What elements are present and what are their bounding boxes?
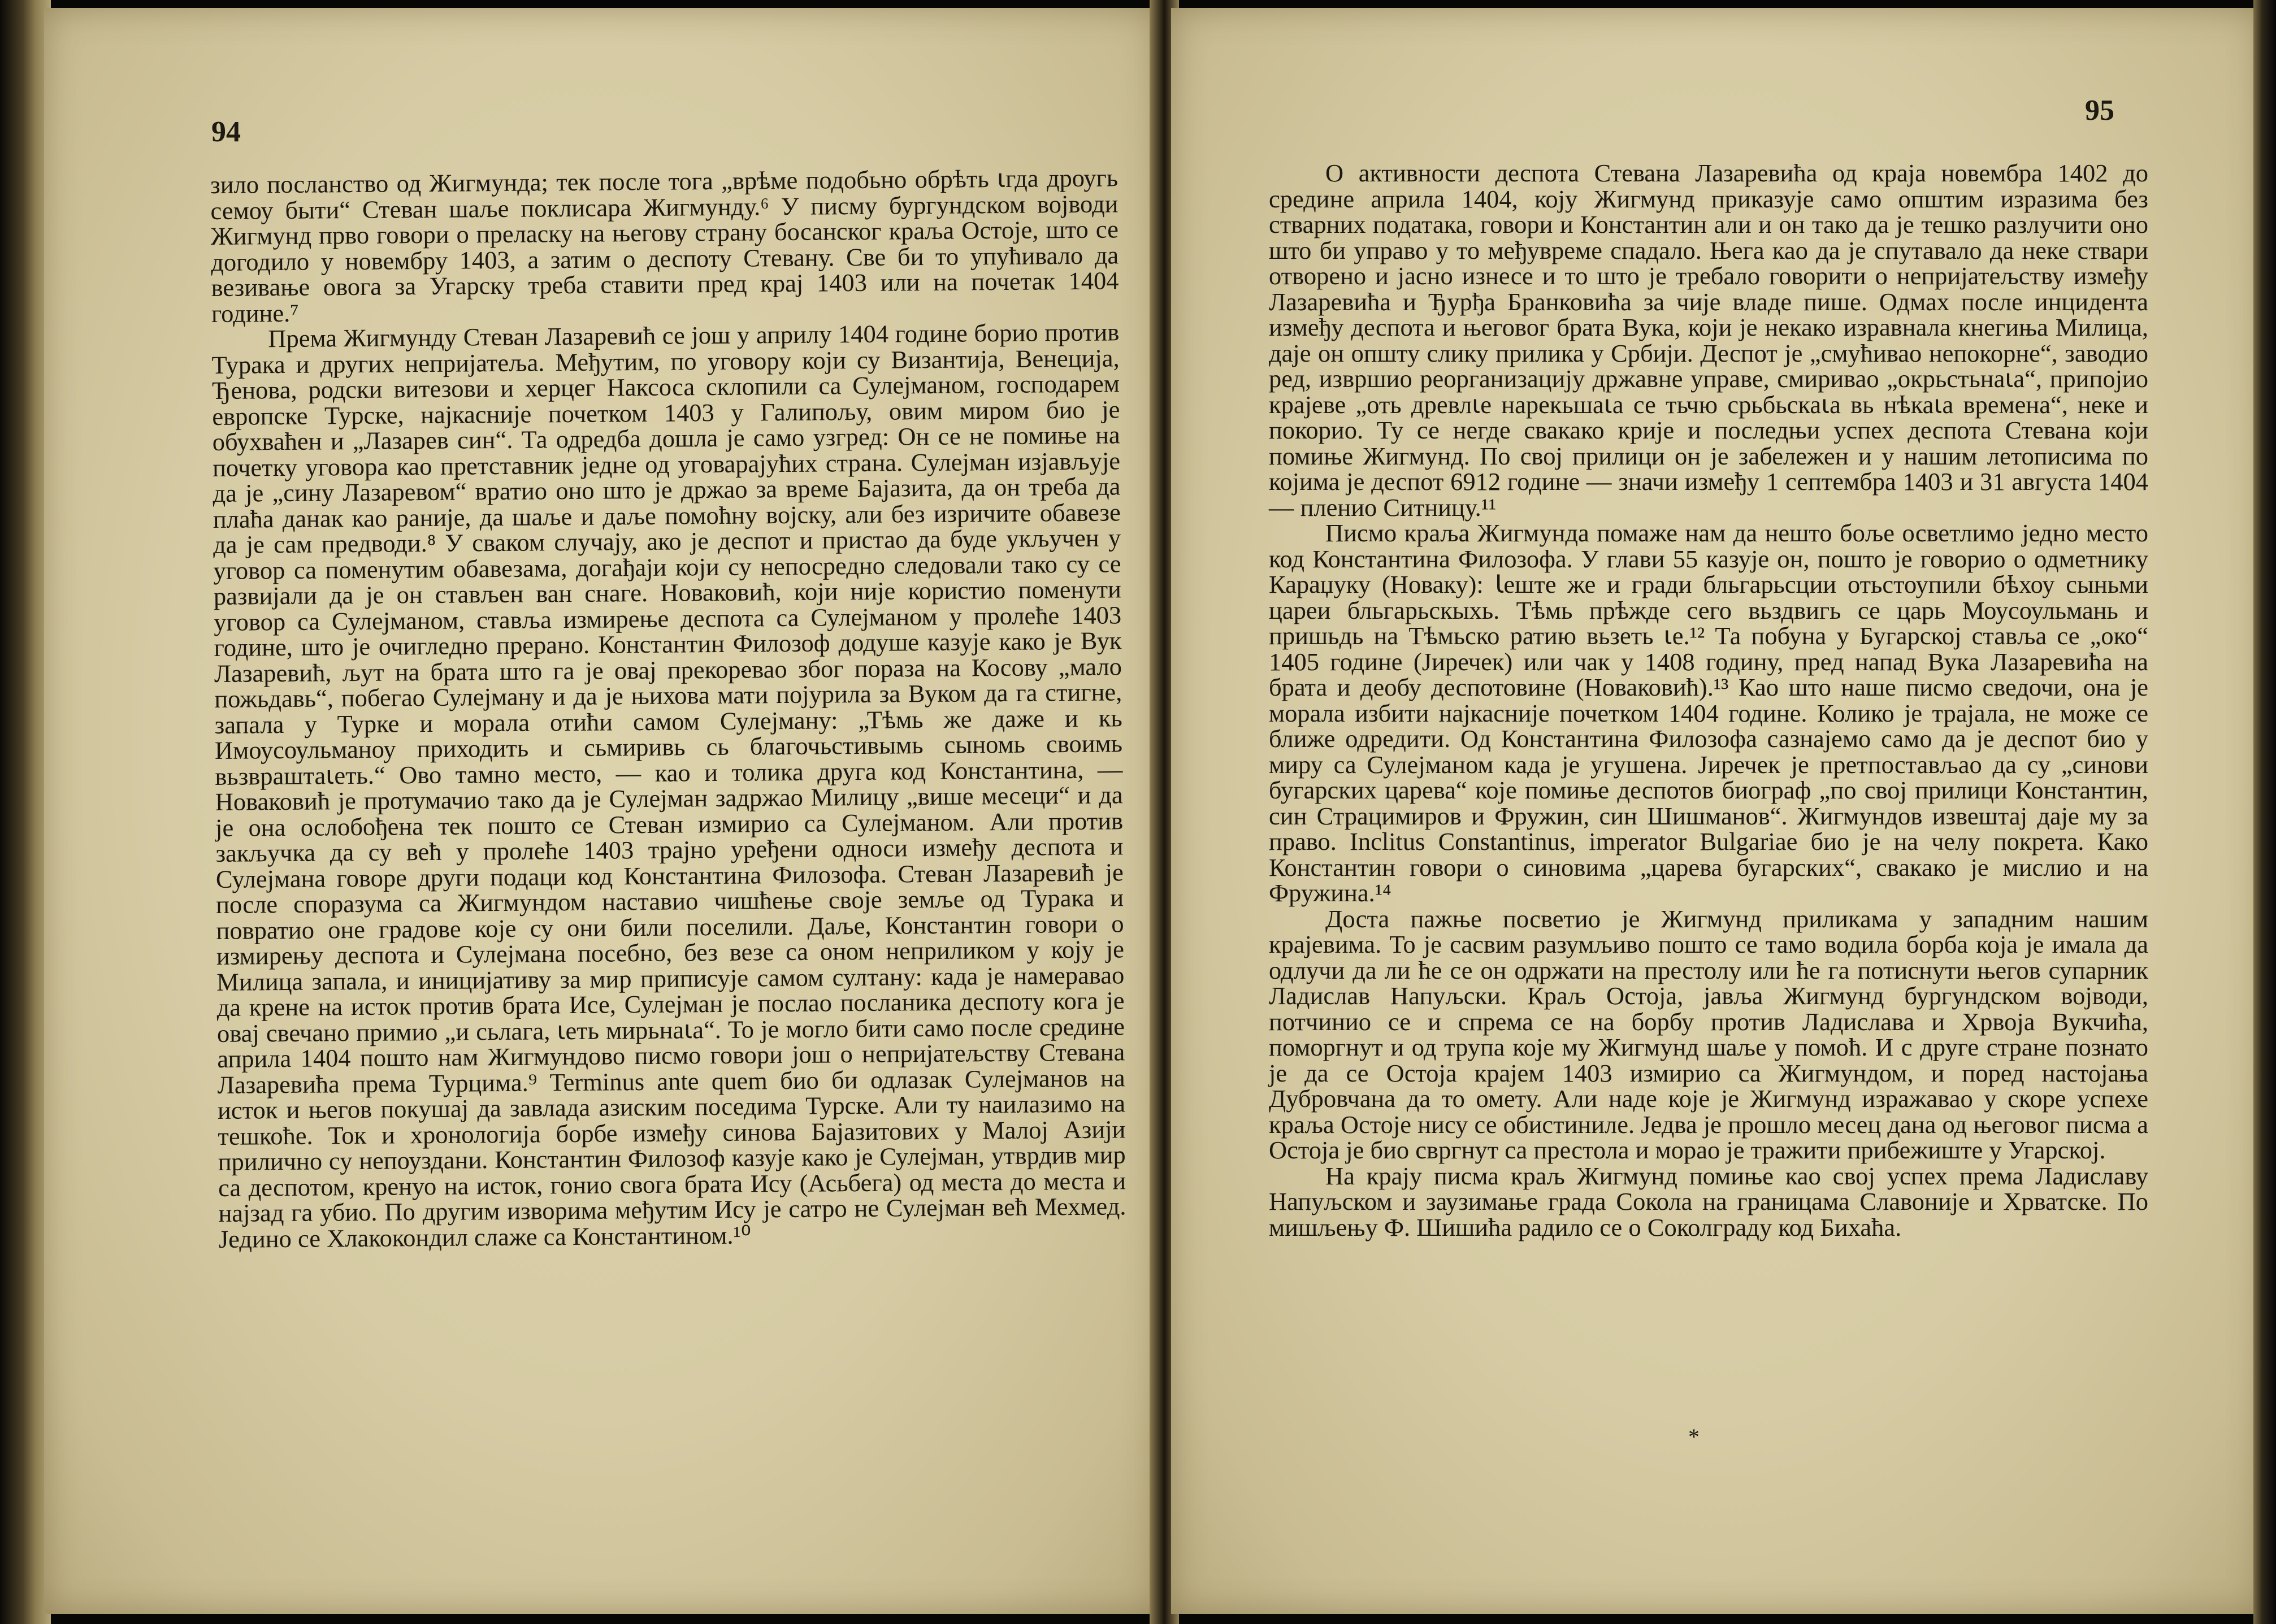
paragraph: Доста пажње посветио је Жигмунд приликама у западним нашим крајевима. То је сасвим разумљиво пошто се тамо водила борба која је имала да одлучи да ли ће се он одржати на престолу или ће га потиснути његов супарник Ладислав Напуљски. Краљ Остоја, јавља Жигмунд бургундском војводи, потчинио се и спрема се на борбу против Ладислава и Хрвоја Вукчића, поморгнут и од трупа које му Жигмунд шаље у помоћ. И с друге стране познато је да се Остоја крајем 1403 измирио са Жигмундом, и поред настојања Дубровчана да то омету. Али наде које је Жигмунд изражавао у скоре успехе краља Остоје нису се обистиниле. Једва је прошло месец дана од његовог писма а Остоја је био свргнут са престола и морао је тражити прибежиште у Угарској. [1269, 904, 2148, 1164]
paragraph: О активности деспота Стевана Лазаревића од краја новембра 1402 до средине априла 1404, коју Жигмунд приказује само општим изразима без стварних података, говори и Константин али и он тако да је тешко разлучити оно што би управо у то међувреме спадало. Њега као да је спутавало да неке ствари отворено и јасно изнесе и то што је требало говорити о непријатељству између Лазаревића и Ђурђа Бранковића за чије владе пише. Одмах после инцидента између деспота и његовог брата Вука, који је некако изравнала кнегиња Милица, даје он општу слику прилика у Србији. Деспот је „смућивао непокорне“, заводио ред, извршио реорганизацију државне управе, смиривао „окрьстьнаꙇа“, припојио крајеве „оть древлꙇе нарекьшаꙇа се тьчю срьбьскаꙇа вь нѣкаꙇа времена“, неке и покорио. Ту се негде свакако крије и последњи успех деспота Стевана који помиње Жигмунд. По свој прилици он је забележен и у нашим летописима по којима је деспот 6912 године — значи између 1 септембра 1403 и 31 августа 1404 — пленио Ситницу.¹¹ [1269, 159, 2148, 522]
right-book-edge [2253, 0, 2276, 1624]
left-page [44, 8, 1159, 1614]
paragraph: Писмо краља Жигмунда помаже нам да нешто боље осветлимо једно место код Константина Филозофа. У глави 55 казује он, пошто је говорио о одметнику Караџуку (Новаку): Ꙇеште же и гради бльгарьсции отьстоупили бѣхоу сыньми цареи бльгарьскыхь. Тѣмь прѣжде сего вьздвигь се царь Моусоульмань и пришьдь на Тѣмьско ратию вьзеть ꙇе.¹² Та побуна у Бугарској ставља се „око“ 1405 године (Јиречек) или чак у 1408 годину, пред напад Вука Лазаревића на брата и деобу деспотовине (Новаковић).¹³ Као што наше писмо сведочи, она је морала избити најкасније почетком 1404 године. Колико је трајала, не може се ближе одредити. Од Константина Филозофа сазнајемо само да је деспот био у миру са Сулејманом када је угушена. Јиречек је претпостављао да су „синови бугарских царева“ које помиње деспотов биограф „по свој прилици Константин, син Страцимиров и Фружин, син Шишманов“. Жигмундов извештај даје му за право. Inclitus Constantinus, imperator Bulgariae био је на челу покрета. Како Константин говори о синовима „царева бугарских“, свакако је мислио и на Фружина.¹⁴ [1269, 519, 2148, 907]
paragraph: На крају писма краљ Жигмунд помиње као свој успех према Ладиславу Напуљском и заузимање града Сокола на границама Славоније и Хрватске. По мишљењу Ф. Шишића радило се о Соколграду код Бихаћа. [1269, 1161, 2148, 1241]
left-book-edge [0, 0, 51, 1624]
right-page-text [1269, 160, 2148, 1240]
page-number-left: 94 [211, 116, 241, 148]
paragraph: Према Жигмунду Стеван Лазаревић се још у априлу 1404 године борио против Турака и других непријатеља. Међутим, по уговору који су Византија, Венеција, Ђенова, родски витезови и херцег Наксоса склопили са Сулејманом, господарем европске Турске, најкасније почетком 1403 у Галипољу, овим миром био је обухваћен и „Лазарев син“. Та одредба дошла је само узгред: Он се не помиње на почетку уговора као претставник једне од уговарајућих страна. Сулејман изјављује да је „сину Лазаревом“ вратио оно што је држао за време Бајазита, да он треба да плаћа данак као раније, да шаље и даље помоћну војску, али без изричите обавезе да је сам предводи.⁸ У сваком случају, ако је деспот и пристао да буде укључен у уговор са поменутим обавезама, догађаји који су непосредно следовали тако су се развијали да је он стављен ван снаге. Новаковић, који није користио поменути уговор са Сулејманом, стављa измирење деспота са Сулејманом у пролеће 1403 године, што је очигледно прерано. Константин Филозоф додуше казује како је Вук Лазаревић, љут на брата што га је овај прекоревао због пораза на Косову „мало пожьдавь“, побегао Сулејману и да је њихова мати појурила за Вуком да га стигне, запала у Турке и морала отићи самом Сулејману: „Тѣмь же даже и кь Имоусоульманоу приходить и сьмиривь сь благочьстивымь сыномь своимь вьзвраштаꙇеть.“ Ово тамно место, — као и толика друга код Константина, — Новаковић је протумачио тако да је Сулејман задржао Милицу „више месеци“ и да је она ослобођена тек пошто се Стеван измирио са Сулејманом. Али против закључка да су већ у пролеће 1403 трајно уређени односи између деспота и Сулејмана говоре други подаци код Константина Филозофа. Стеван Лазаревић је после споразума са Жигмундом наставио чишћење своје земље од Турака и повратио оне градове које су они били поселили. Даље, Константин говори о измирењу деспота и Сулејмана посебно, без везе са оном неприликом у коју је Милица запала, и иницијативу за мир приписује самом султану: када је намеравао да крене на исток против брата Исе, Сулејман је послао посланика деспоту кога је овај свечано примио „и сьлага, ꙇеть мирьнаꙇа“. То је могло бити само после средине априла 1404 пошто нам Жигмундово писмо говори још о непријатељству Стевана Лазаревића према Турцима.⁹ Terminus ante quem био би одлазак Сулејманов на исток и његов покушај да завлада азиским поседима Турске. Али ту наилазимо на тешкоће. Ток и хронологија борбе између синова Бајазитових у Малој Азији прилично су непоуздани. Константин Филозоф казује како је Сулејман, утврдив мир са деспотом, кренуо на исток, гонио свога брата Ису (Асьбега) од места до места и најзад га убио. По другим изворима међутим Ису је сатро не Сулејман већ Мехмед. Једино се Хлакокондил слаже са Константином.¹⁰ [211, 318, 1126, 1253]
page-number-right: 95 [2085, 94, 2114, 127]
section-end-asterisk: * [1688, 1424, 1700, 1449]
right-page [1171, 8, 2263, 1614]
paragraph: зило посланство од Жигмунда; тек после тога „врѣме подобьно обрѣть ꙇгда дроугь семоу быти“ Стеван шаље поклисара Жигмунду.⁶ У писму бургундском војводи Жигмунд прво говори о преласку на његову страну босанског краља Остоје, што се догодило у новембру 1403, а затим о деспоту Стевану. Све би то упућивало да везивање овога за Угарску треба ставити пред крај 1403 или на почетак 1404 године.⁷ [210, 163, 1119, 328]
left-page-text [210, 165, 1126, 1252]
